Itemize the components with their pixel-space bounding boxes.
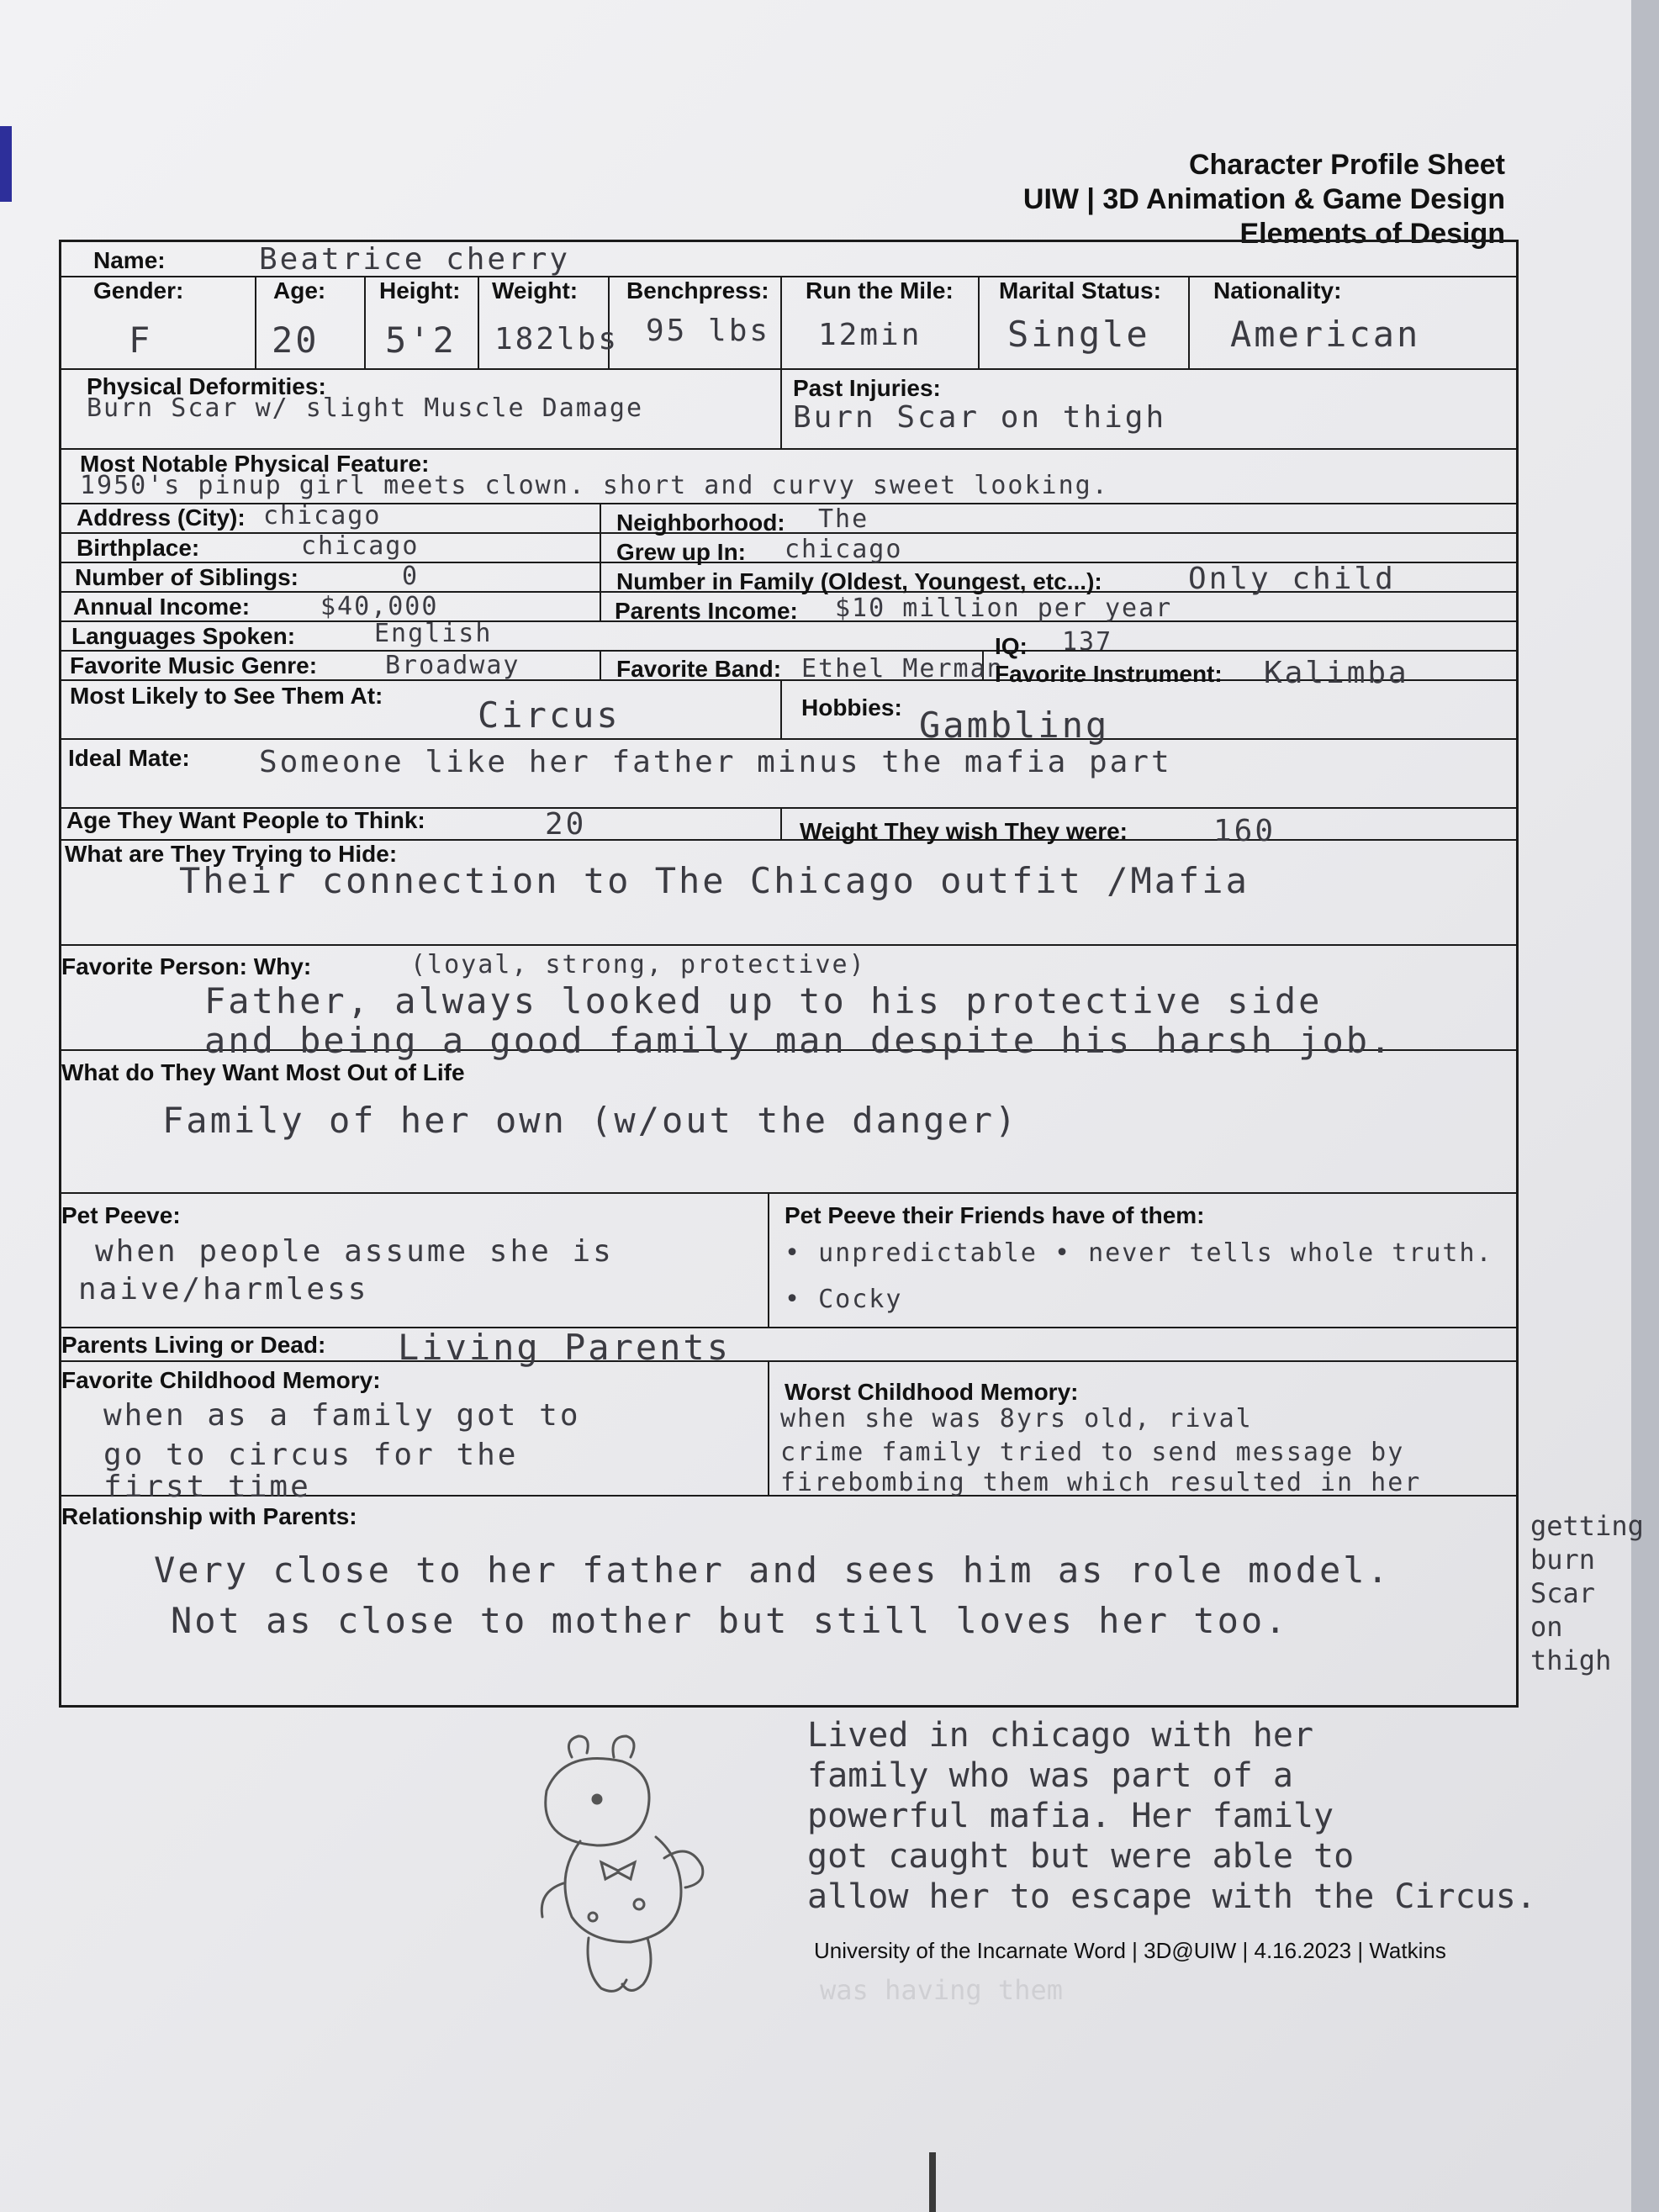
injuries-label: Past Injuries: — [793, 375, 941, 401]
benchpress-label: Benchpress: — [626, 277, 769, 304]
favorite-person-label: Favorite Person: Why: — [61, 953, 312, 979]
languages-value: English — [374, 619, 493, 648]
iq-value: 137 — [1062, 627, 1113, 657]
instrument-value: Kalimba — [1264, 656, 1409, 690]
header-program: UIW | 3D Animation & Game Design — [1022, 183, 1505, 215]
music-genre-value: Broadway — [385, 651, 520, 680]
siblings-label: Number of Siblings: — [75, 564, 299, 590]
deformities-label: Physical Deformities: — [87, 373, 326, 399]
weight-label: Weight: — [492, 277, 579, 304]
sheet-footer: University of the Incarnate Word | 3D@UIW | 4.16.2023 | Watkins — [814, 1938, 1446, 1963]
neighborhood-value: The — [818, 504, 869, 534]
favorite-person-why: (loyal, strong, protective) — [410, 950, 866, 979]
weight-value: 182lbs — [494, 322, 620, 356]
address-label: Address (City): — [77, 504, 246, 531]
grew-up-label: Grew up In: — [616, 539, 746, 565]
parents-income-label: Parents Income: — [615, 598, 798, 624]
name-label: Name: — [93, 247, 166, 273]
nationality-label: Nationality: — [1213, 277, 1342, 304]
height-value: 5'2 — [385, 319, 457, 361]
want-most-value: Family of her own (w/out the danger) — [162, 1100, 1019, 1141]
background-edge — [1631, 0, 1659, 2212]
parents-income-value: $10 million per year — [835, 594, 1173, 623]
friends-peeve-line1: • unpredictable • never tells whole truth. — [785, 1238, 1493, 1268]
sheet-header — [1023, 148, 1505, 251]
gender-value: F — [129, 319, 153, 361]
weight-wish-value: 160 — [1213, 814, 1276, 848]
faint-bleed-text: was having them — [820, 1974, 1063, 2006]
band-value: Ethel Merman — [801, 654, 1004, 684]
friends-peeve-label: Pet Peeve their Friends have of them: — [785, 1202, 1205, 1228]
name-value: Beatrice cherry — [259, 242, 571, 277]
benchpress-value: 95 lbs — [646, 314, 771, 348]
ideal-mate-label: Ideal Mate: — [68, 745, 190, 771]
margin-note: getting burn Scar on thigh — [1530, 1510, 1644, 1676]
age-think-label: Age They Want People to Think: — [66, 807, 425, 833]
band-label: Favorite Band: — [616, 656, 782, 682]
backstory-text: Lived in chicago with her family who was part of a powerful mafia. Her family got caught but were able to allow her to escape with the Circus. — [807, 1716, 1536, 1916]
fav-memory-label: Favorite Childhood Memory: — [61, 1367, 381, 1393]
income-value: $40,000 — [320, 592, 439, 621]
address-value: chicago — [263, 501, 382, 531]
hobbies-label: Hobbies: — [801, 694, 902, 721]
birthplace-value: chicago — [301, 531, 420, 561]
age-label: Age: — [273, 277, 326, 304]
pet-peeve-line1: when people assume she is — [95, 1234, 614, 1269]
hobbies-value: Gambling — [919, 705, 1110, 746]
family-number-label: Number in Family (Oldest, Youngest, etc...): — [616, 568, 1102, 594]
birthplace-label: Birthplace: — [77, 535, 200, 561]
gender-label: Gender: — [93, 277, 184, 304]
age-think-value: 20 — [545, 807, 587, 842]
blue-object-edge — [0, 126, 12, 202]
profile-form — [59, 240, 1519, 1708]
worst-memory-line1: when she was 8yrs old, rival — [780, 1404, 1253, 1433]
income-label: Annual Income: — [73, 594, 251, 620]
neighborhood-label: Neighborhood: — [616, 509, 785, 536]
music-genre-label: Favorite Music Genre: — [70, 652, 318, 678]
favorite-person-line2: and being a good family man despite his harsh job. — [204, 1020, 1394, 1061]
ideal-mate-value: Someone like her father minus the mafia part — [259, 745, 1172, 779]
marital-value: Single — [1007, 314, 1150, 355]
worst-memory-label: Worst Childhood Memory: — [785, 1379, 1079, 1405]
relationship-label: Relationship with Parents: — [61, 1503, 357, 1529]
marital-label: Marital Status: — [999, 277, 1161, 304]
header-title: Character Profile Sheet — [1188, 149, 1505, 181]
worst-memory-line3: firebombing them which resulted in her — [780, 1468, 1422, 1497]
likely-see-label: Most Likely to See Them At: — [70, 683, 383, 709]
injuries-value: Burn Scar on thigh — [793, 400, 1167, 435]
relationship-line2: Not as close to mother but still loves her too. — [171, 1600, 1289, 1641]
siblings-value: 0 — [402, 562, 420, 591]
favorite-person-line1: Father, always looked up to his protective side — [204, 980, 1323, 1022]
worst-memory-line2: crime family tried to send message by — [780, 1438, 1405, 1467]
notable-feature-value: 1950's pinup girl meets clown. short and curvy sweet looking. — [80, 471, 1109, 500]
age-value: 20 — [272, 319, 320, 361]
staple-mark — [929, 2152, 936, 2212]
hide-label: What are They Trying to Hide: — [65, 841, 398, 867]
header-course: Elements of Design — [1239, 218, 1505, 250]
parents-status-label: Parents Living or Dead: — [61, 1332, 326, 1358]
run-mile-label: Run the Mile: — [806, 277, 954, 304]
likely-see-value: Circus — [478, 694, 621, 736]
notable-feature-label: Most Notable Physical Feature: — [80, 451, 430, 477]
run-mile-value: 12min — [818, 318, 922, 352]
height-label: Height: — [379, 277, 461, 304]
nationality-value: American — [1230, 314, 1421, 355]
parents-status-value: Living Parents — [398, 1327, 732, 1368]
fav-memory-line2: go to circus for the — [103, 1438, 519, 1472]
pet-peeve-label: Pet Peeve: — [61, 1202, 181, 1228]
family-number-value: Only child — [1188, 562, 1396, 596]
fav-memory-line1: when as a family got to — [103, 1398, 581, 1433]
hide-value: Their connection to The Chicago outfit /Mafia — [179, 860, 1250, 901]
friends-peeve-line2: • Cocky — [785, 1285, 903, 1314]
relationship-line1: Very close to her father and sees him as role model. — [154, 1549, 1391, 1591]
fav-memory-line3: first time — [103, 1470, 311, 1504]
deformities-value: Burn Scar w/ slight Muscle Damage — [87, 393, 644, 423]
pet-peeve-line2: naive/harmless — [78, 1272, 369, 1307]
grew-up-value: chicago — [785, 535, 903, 564]
weight-wish-label: Weight They wish They were: — [800, 818, 1128, 844]
want-most-label: What do They Want Most Out of Life — [61, 1059, 465, 1085]
instrument-label: Favorite Instrument: — [995, 661, 1223, 687]
iq-label: IQ: — [995, 633, 1028, 659]
cartoon-giraffe-drawing-icon — [513, 1724, 757, 2009]
languages-label: Languages Spoken: — [71, 623, 296, 649]
